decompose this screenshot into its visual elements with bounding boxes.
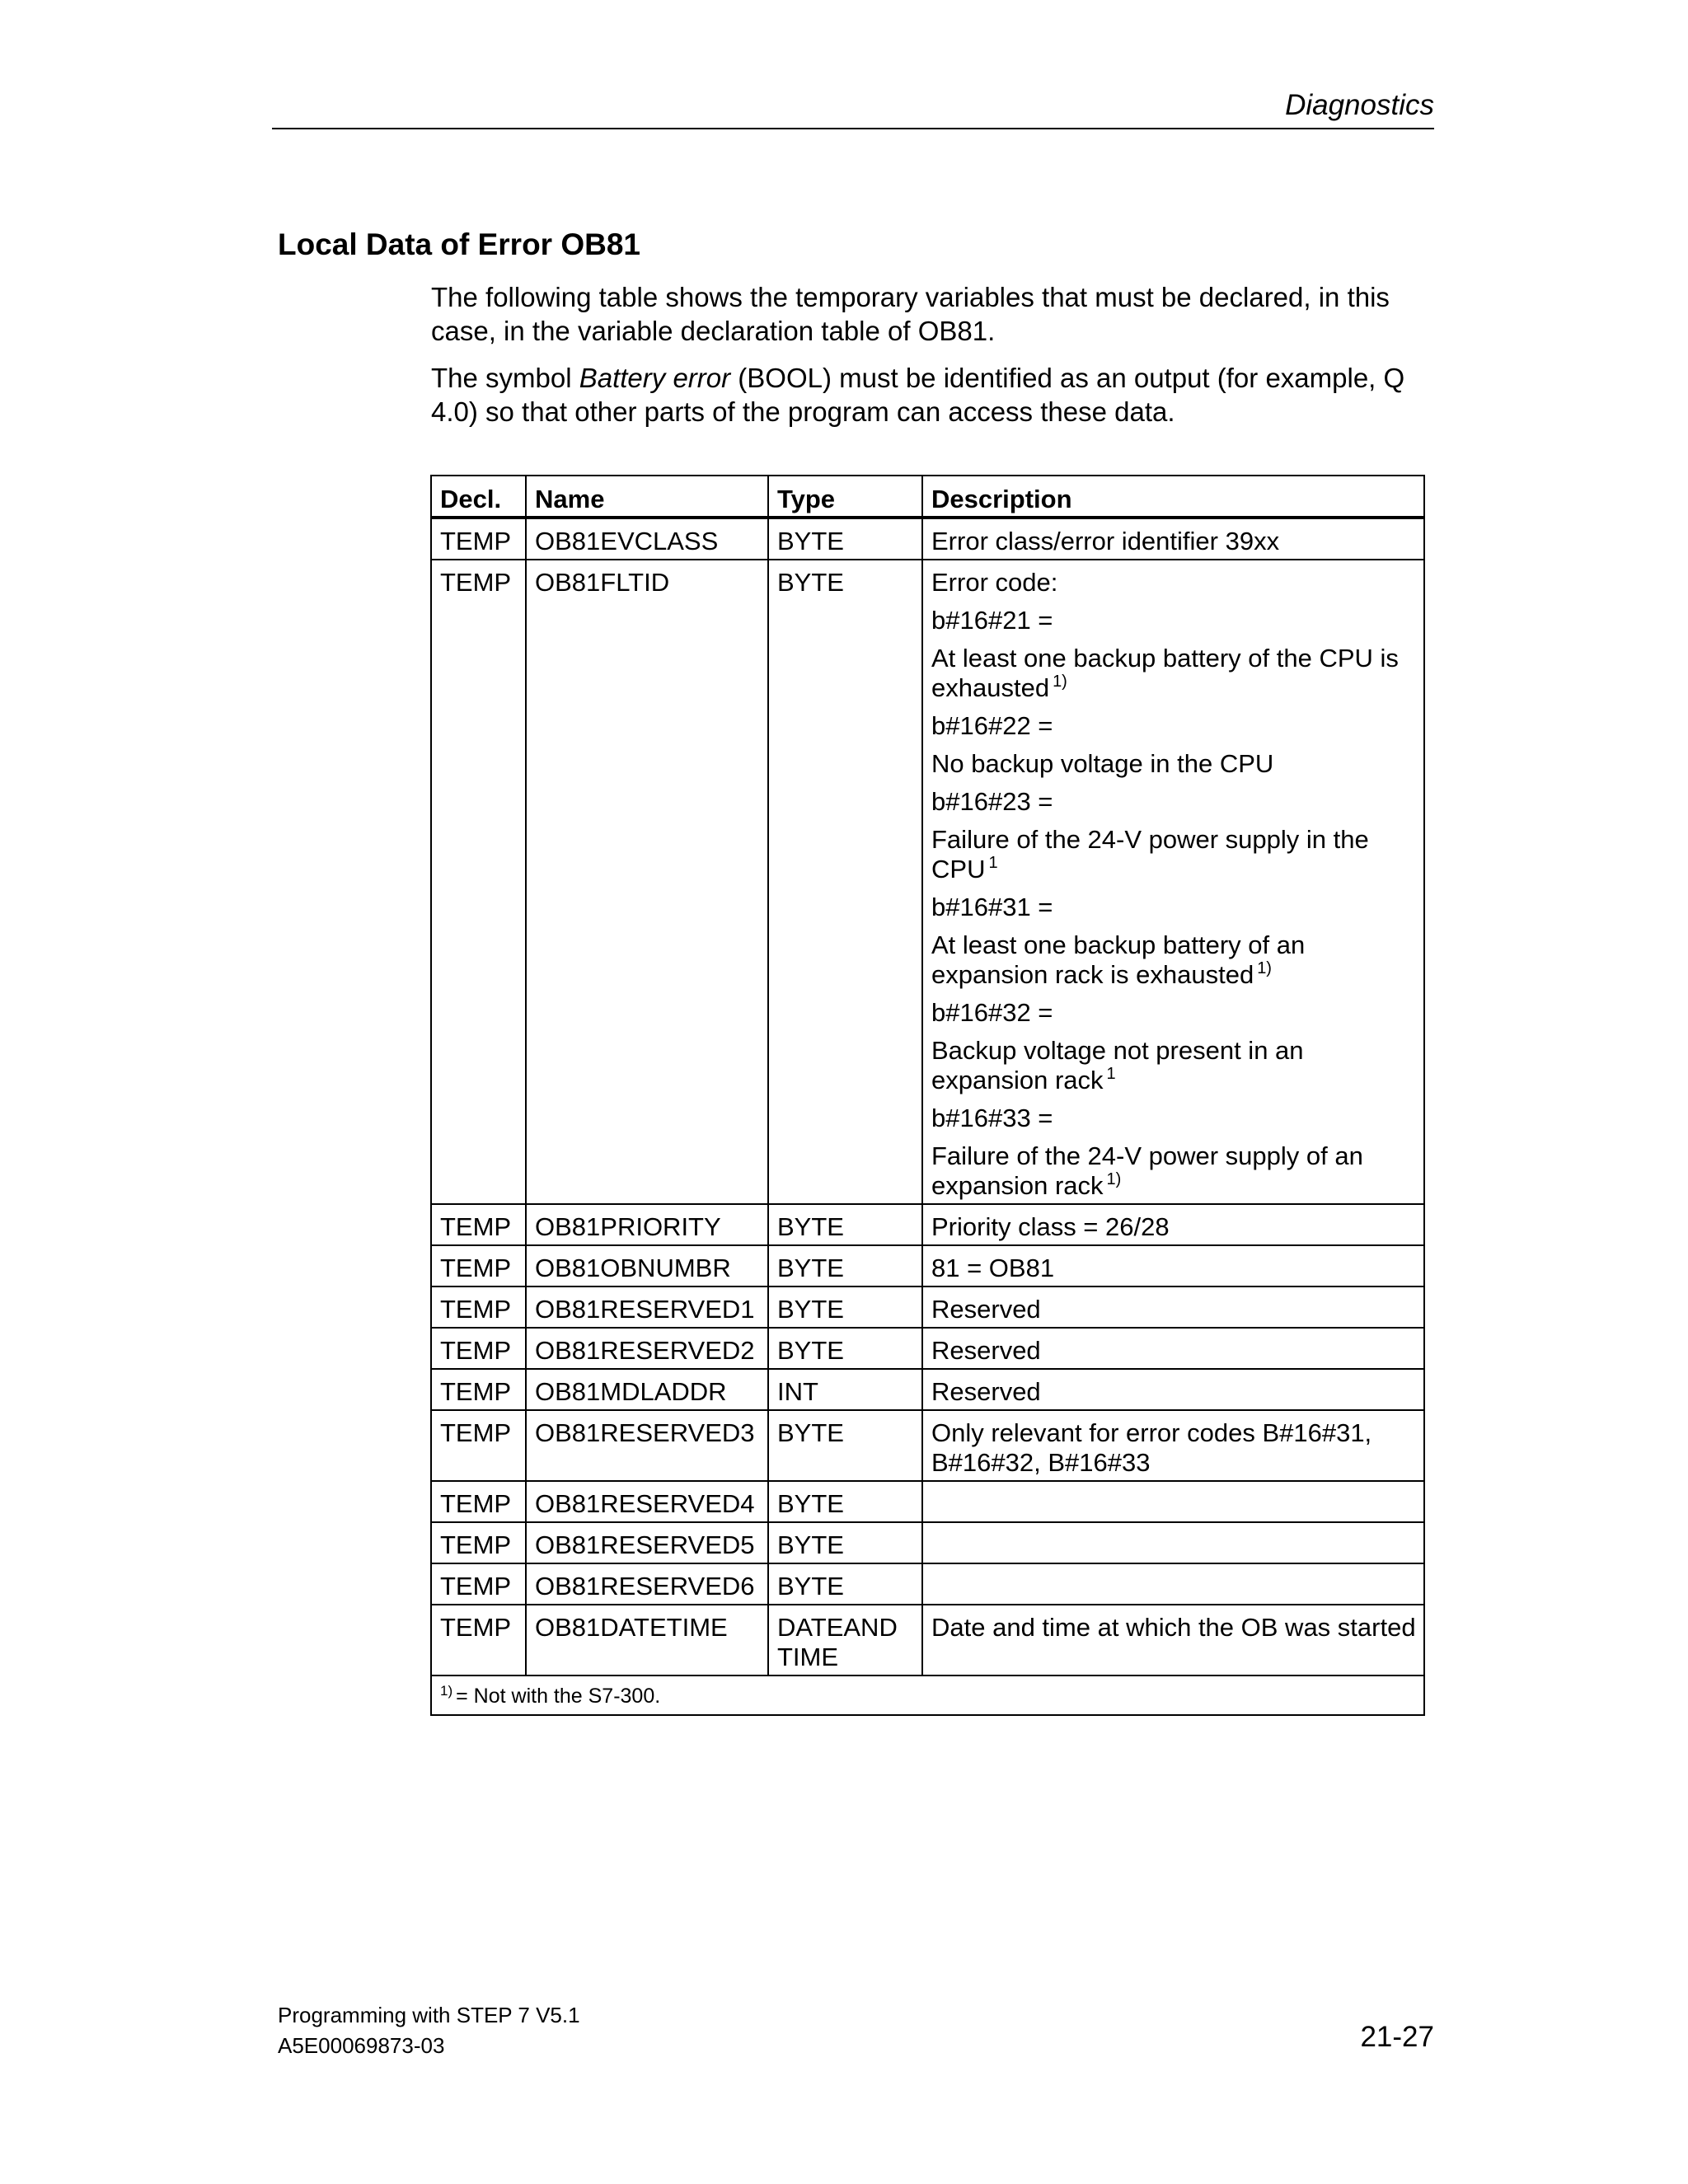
error-code-line bbox=[931, 749, 1416, 779]
cell-name: OB81RESERVED1 bbox=[526, 1286, 768, 1328]
page-number: 21-27 bbox=[1360, 2021, 1434, 2053]
error-code-line bbox=[931, 606, 1416, 635]
error-code-text: Failure of the 24-V power supply in the CPU bbox=[931, 825, 1369, 883]
error-code-line bbox=[931, 1141, 1416, 1201]
cell-decl: TEMP bbox=[431, 1605, 526, 1675]
cell-name: OB81RESERVED6 bbox=[526, 1563, 768, 1605]
cell-type: BYTE bbox=[768, 1563, 922, 1605]
error-code-line bbox=[931, 930, 1416, 990]
table-row bbox=[431, 1245, 1424, 1286]
table-row bbox=[431, 1204, 1424, 1245]
cell-description: Priority class = 26/28 bbox=[922, 1204, 1424, 1245]
cell-decl: TEMP bbox=[431, 1204, 526, 1245]
error-code-line bbox=[931, 711, 1416, 741]
column-header-type: Type bbox=[768, 476, 922, 518]
error-code-line bbox=[931, 1036, 1416, 1095]
cell-description bbox=[922, 1563, 1424, 1605]
cell-description: 81 = OB81 bbox=[922, 1245, 1424, 1286]
cell-name: OB81EVCLASS bbox=[526, 518, 768, 560]
cell-name: OB81DATETIME bbox=[526, 1605, 768, 1675]
cell-type: BYTE bbox=[768, 1328, 922, 1369]
error-code-line bbox=[931, 787, 1416, 817]
error-code-text: Backup voltage not present in an expansion rack bbox=[931, 1036, 1304, 1094]
cell-type: BYTE bbox=[768, 1410, 922, 1481]
cell-description bbox=[922, 1481, 1424, 1522]
cell-decl: TEMP bbox=[431, 1481, 526, 1522]
footnote-marker: 1 bbox=[1106, 1065, 1116, 1083]
cell-name: OB81OBNUMBR bbox=[526, 1245, 768, 1286]
section-heading: Local Data of Error OB81 bbox=[278, 227, 641, 261]
cell-decl: TEMP bbox=[431, 1286, 526, 1328]
cell-type: BYTE bbox=[768, 1204, 922, 1245]
intro-text-before: The symbol bbox=[431, 363, 579, 393]
page-header-title: Diagnostics bbox=[1285, 89, 1434, 121]
cell-name: OB81RESERVED5 bbox=[526, 1522, 768, 1563]
error-code-text: b#16#31 = bbox=[931, 893, 1053, 921]
cell-decl: TEMP bbox=[431, 1522, 526, 1563]
table-row bbox=[431, 1481, 1424, 1522]
cell-description-error-codes bbox=[922, 560, 1424, 1204]
table-footnote bbox=[431, 1675, 1424, 1715]
local-data-table-wrapper bbox=[430, 475, 1423, 1716]
cell-type: DATEAND TIME bbox=[768, 1605, 922, 1675]
cell-type: BYTE bbox=[768, 1286, 922, 1328]
error-code-text: No backup voltage in the CPU bbox=[931, 749, 1274, 778]
cell-type: BYTE bbox=[768, 1481, 922, 1522]
cell-description: Reserved bbox=[922, 1369, 1424, 1410]
cell-type: BYTE bbox=[768, 518, 922, 560]
error-code-line bbox=[931, 1104, 1416, 1133]
cell-decl: TEMP bbox=[431, 1245, 526, 1286]
cell-type: BYTE bbox=[768, 560, 922, 1204]
cell-name: OB81RESERVED4 bbox=[526, 1481, 768, 1522]
error-code-text: b#16#21 = bbox=[931, 606, 1053, 635]
error-code-text: b#16#33 = bbox=[931, 1104, 1053, 1132]
error-code-line bbox=[931, 998, 1416, 1028]
error-code-line bbox=[931, 825, 1416, 884]
cell-description: Date and time at which the OB was started bbox=[922, 1605, 1424, 1675]
document-number: A5E00069873-03 bbox=[278, 2033, 445, 2058]
cell-decl: TEMP bbox=[431, 1563, 526, 1605]
table-row bbox=[431, 1286, 1424, 1328]
intro-paragraph-2-text bbox=[431, 361, 1420, 429]
cell-decl: TEMP bbox=[431, 1369, 526, 1410]
footnote-marker: 1) bbox=[440, 1683, 453, 1699]
cell-decl: TEMP bbox=[431, 518, 526, 560]
column-header-name: Name bbox=[526, 476, 768, 518]
table-row bbox=[431, 1328, 1424, 1369]
footnote-marker: 1) bbox=[1053, 673, 1067, 691]
error-code-text: Error code: bbox=[931, 568, 1058, 597]
table-row bbox=[431, 560, 1424, 1204]
table-row bbox=[431, 1522, 1424, 1563]
footnote-marker: 1) bbox=[1106, 1170, 1122, 1188]
cell-decl: TEMP bbox=[431, 1410, 526, 1481]
intro-paragraph-1 bbox=[431, 280, 1420, 348]
footnote-text: = Not with the S7-300. bbox=[456, 1685, 661, 1708]
local-data-table bbox=[430, 475, 1425, 1716]
footnote-marker: 1) bbox=[1257, 959, 1272, 977]
cell-name: OB81FLTID bbox=[526, 560, 768, 1204]
error-code-text: At least one backup battery of an expansion rack is exhausted bbox=[931, 930, 1306, 989]
footnote-marker: 1 bbox=[988, 854, 998, 872]
intro-text-after: (BOOL) must be identified as an output (for example, Q 4.0) so that other parts of the program can access these data. bbox=[431, 363, 1405, 427]
table-row bbox=[431, 518, 1424, 560]
error-code-text: b#16#32 = bbox=[931, 998, 1053, 1027]
cell-description bbox=[922, 1522, 1424, 1563]
page-footer-info bbox=[278, 2000, 580, 2061]
cell-decl: TEMP bbox=[431, 1328, 526, 1369]
intro-paragraph-2 bbox=[431, 361, 1420, 429]
manual-title: Programming with STEP 7 V5.1 bbox=[278, 2003, 580, 2027]
cell-description: Error class/error identifier 39xx bbox=[922, 518, 1424, 560]
cell-description: Reserved bbox=[922, 1328, 1424, 1369]
column-header-decl: Decl. bbox=[431, 476, 526, 518]
table-row bbox=[431, 1605, 1424, 1675]
cell-decl: TEMP bbox=[431, 560, 526, 1204]
table-row bbox=[431, 1410, 1424, 1481]
table-footnote-row bbox=[431, 1675, 1424, 1715]
error-code-text: b#16#22 = bbox=[931, 711, 1053, 740]
error-code-text: At least one backup battery of the CPU is exhausted bbox=[931, 644, 1399, 702]
table-row bbox=[431, 1563, 1424, 1605]
table-row bbox=[431, 1369, 1424, 1410]
cell-description: Only relevant for error codes B#16#31, B#16#32, B#16#33 bbox=[922, 1410, 1424, 1481]
battery-error-symbol: Battery error bbox=[579, 363, 731, 393]
cell-description: Reserved bbox=[922, 1286, 1424, 1328]
error-code-line bbox=[931, 644, 1416, 703]
cell-type: INT bbox=[768, 1369, 922, 1410]
table-header-row bbox=[431, 476, 1424, 518]
cell-name: OB81RESERVED3 bbox=[526, 1410, 768, 1481]
cell-type: BYTE bbox=[768, 1245, 922, 1286]
cell-name: OB81MDLADDR bbox=[526, 1369, 768, 1410]
error-code-line bbox=[931, 893, 1416, 922]
cell-type: BYTE bbox=[768, 1522, 922, 1563]
intro-paragraph-1-text: The following table shows the temporary variables that must be declared, in this case, in the variable declaration table of OB81. bbox=[431, 282, 1390, 346]
cell-name: OB81RESERVED2 bbox=[526, 1328, 768, 1369]
error-code-line bbox=[931, 568, 1416, 598]
error-code-text: Failure of the 24-V power supply of an expansion rack bbox=[931, 1141, 1363, 1200]
cell-name: OB81PRIORITY bbox=[526, 1204, 768, 1245]
column-header-description: Description bbox=[922, 476, 1424, 518]
error-code-text: b#16#23 = bbox=[931, 787, 1053, 816]
header-divider bbox=[272, 128, 1434, 129]
